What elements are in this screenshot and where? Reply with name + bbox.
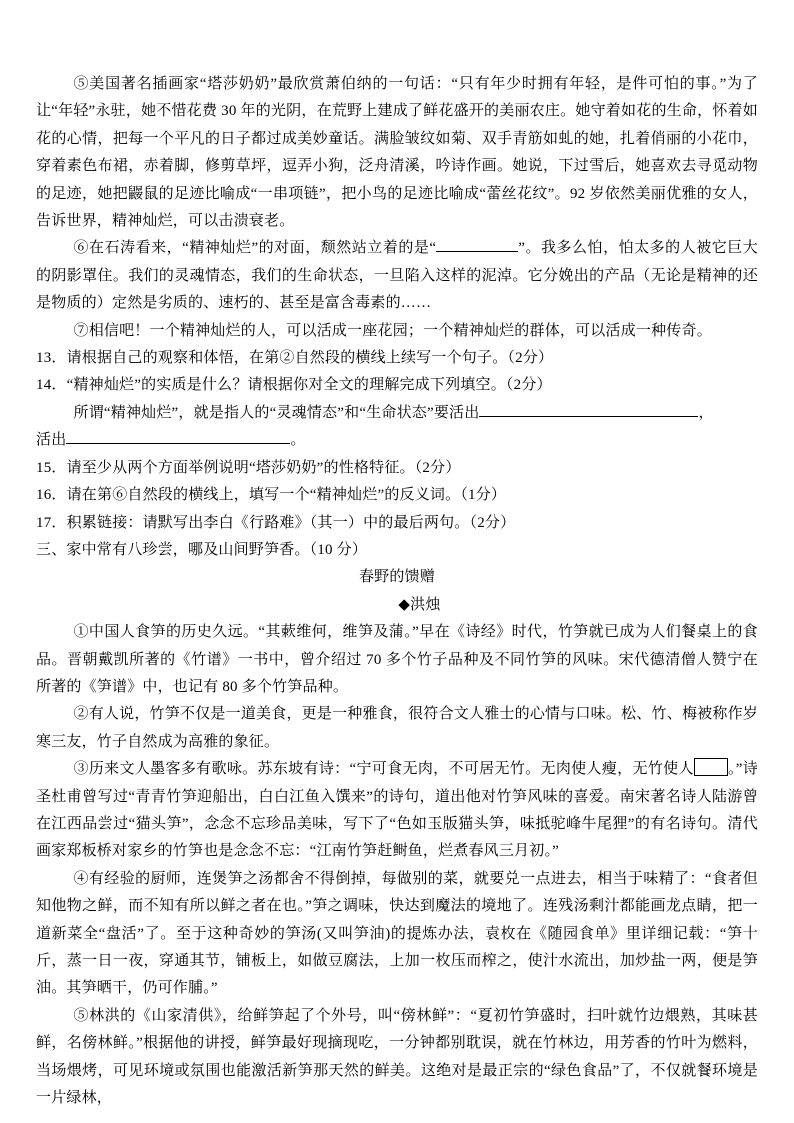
section-three-heading: 三、家中常有八珍尝，哪及山间野笋香。（10 分）	[36, 541, 368, 558]
question-14-fill-lead: 所谓“精神灿烂”，就是指人的“灵魂情态”和“生命状态”要活出	[73, 404, 480, 421]
reading1-para-6	[36, 235, 758, 317]
question-14-answer-blank-2[interactable]	[66, 428, 290, 444]
question-14-fill-line-2	[36, 427, 758, 454]
question-14-fill-end: 。	[290, 432, 306, 449]
reading1-para-7: ⑦相信吧！一个精神灿烂的人，可以活成一座花园；一个精神灿烂的群体，可以活成一种传奇。	[73, 322, 712, 339]
document-content	[36, 71, 758, 1112]
essay-title: 春野的馈赠	[358, 569, 435, 586]
question-16: 16．请在第⑥自然段的横线上，填写一个“精神灿烂”的反义词。（1分）	[36, 487, 507, 504]
question-14: 14．“精神灿烂”的实质是什么？请根据你对全文的理解完成下列填空。（2分）	[36, 377, 552, 394]
question-14-fill-lead-2: 活出	[36, 432, 67, 449]
question-17: 17．积累链接：请默写出李白《行路难》（其一）中的最后两句。（2分）	[36, 514, 516, 531]
question-13: 13．请根据自己的观察和体悟，在第②自然段的横线上续写一个句子。（2分）	[36, 350, 554, 367]
essay-author: ◆洪烛	[398, 596, 441, 613]
essay-para-3-text-after: 。”诗圣杜甫曾写过“青青竹笋迎船出，白白江鱼入馔来”的诗句，道出他对竹笋风味的喜爱。南宋著名诗人陆游曾在江西品尝过“猫头笋”，念念不忘珍品美味，写下了“色如玉版猫头笋，味抵驼峰牛尾狸”的有名诗句。清代画家郑板桥对家乡的竹笋也是念念不忘：“江南竹笋赶鲥鱼，烂煮春风三月初。”	[36, 761, 758, 860]
essay-para-1: ①中国人食笋的历史久远。“其蔌维何，维笋及蒲。”早在《诗经》时代，竹笋就已成为人们餐桌上的食品。晋朝戴凯所著的《竹谱》一书中，曾介绍过 70 多个竹子品种及不同竹笋的风味。宋代德清僧人赞宁在所著的《笋谱》中，也记有 80 多个竹笋品种。	[36, 624, 758, 695]
question-14-fill-line-1	[36, 400, 758, 427]
question-14-fill-separator: ，	[698, 404, 714, 421]
reading1-para-5: ⑤美国著名插画家“塔莎奶奶”最欣赏萧伯纳的一句话：“只有年少时拥有年轻，是件可怕的事。”为了让“年轻”永驻，她不惜花费 30 年的光阴，在荒野上建成了鲜花盛开的美丽农庄。她守着如花的生命，怀着如花的心情，把每一个平凡的日子都过成美妙童话。满脸皱纹如菊、双手青筋如虬的她，扎着俏丽的小花巾，穿着素色布裙，赤着脚，修剪草坪，逗弄小狗，泛舟清溪，吟诗作画。她说，下过雪后，她喜欢去寻觅动物的足迹，她把鼹鼠的足迹比喻成“一串项链”，把小鸟的足迹比喻成“蕾丝花纹”。92 岁依然美丽优雅的女人，告诉世界，精神灿烂，可以击溃衰老。	[36, 76, 758, 230]
antonym-answer-blank-line[interactable]	[436, 236, 518, 252]
essay-para-3-text-before: ③历来文人墨客多有歌咏。苏东坡有诗：“宁可食无肉，不可居无竹。无肉使人瘦，无竹使人	[73, 761, 694, 778]
question-15: 15．请至少从两个方面举例说明“塔莎奶奶”的性格特征。（2分）	[36, 459, 461, 476]
reading1-para-6-text-before: ⑥在石涛看来，“精神灿烂”的对面，颓然站立着的是“	[73, 240, 437, 257]
question-14-answer-blank-1[interactable]	[479, 401, 698, 417]
poem-word-fill-box[interactable]	[694, 758, 728, 776]
essay-para-4: ④有经验的厨师，连煲笋之汤都舍不得倒掉，每做别的菜，就要兑一点进去，相当于味精了：“食者但知他物之鲜，而不知有所以鲜之者在也。”笋之调味，快达到魔法的境地了。连残汤剩汁都能画龙点睛，把一道新菜全“盘活”了。至于这种奇妙的笋汤(又叫笋油)的提炼办法，袁枚在《随园食单》里详细记载：“笋十斤，蒸一日一夜，穿通其节，铺板上，如做豆腐法，上加一枚压而榨之，使汁水流出，加炒盐一两，便是笋油。其笋晒干，仍可作脯。”	[36, 870, 758, 997]
essay-para-5: ⑤林洪的《山家清供》，给鲜笋起了个外号，叫“傍林鲜”：“夏初竹笋盛时，扫叶就竹边煨熟，其味甚鲜，名傍林鲜。”根据他的讲授，鲜笋最好现摘现吃，一分钟都别耽误，就在竹林边，用芳香的竹叶为燃料，当场煨烤，可见环境或氛围也能激活新笋那天然的鲜美。这绝对是最正宗的“绿色食品”了，不仅就餐环境是一片绿林，	[36, 1007, 758, 1107]
essay-para-3	[36, 756, 758, 866]
essay-para-2: ②有人说，竹笋不仅是一道美食，更是一种雅食，很符合文人雅士的心情与口味。松、竹、梅被称作岁寒三友，竹子自然成为高雅的象征。	[36, 706, 758, 750]
reading1-para-6-text-after: ”。我多么怕，怕太多的人被它巨大的阴影罩住。我们的灵魂情态，我们的生命状态，一旦陷入这样的泥淖。它分娩出的产品（无论是精神的还是物质的）定然是劣质的、速朽的、甚至是富含毒素的……	[36, 240, 758, 312]
